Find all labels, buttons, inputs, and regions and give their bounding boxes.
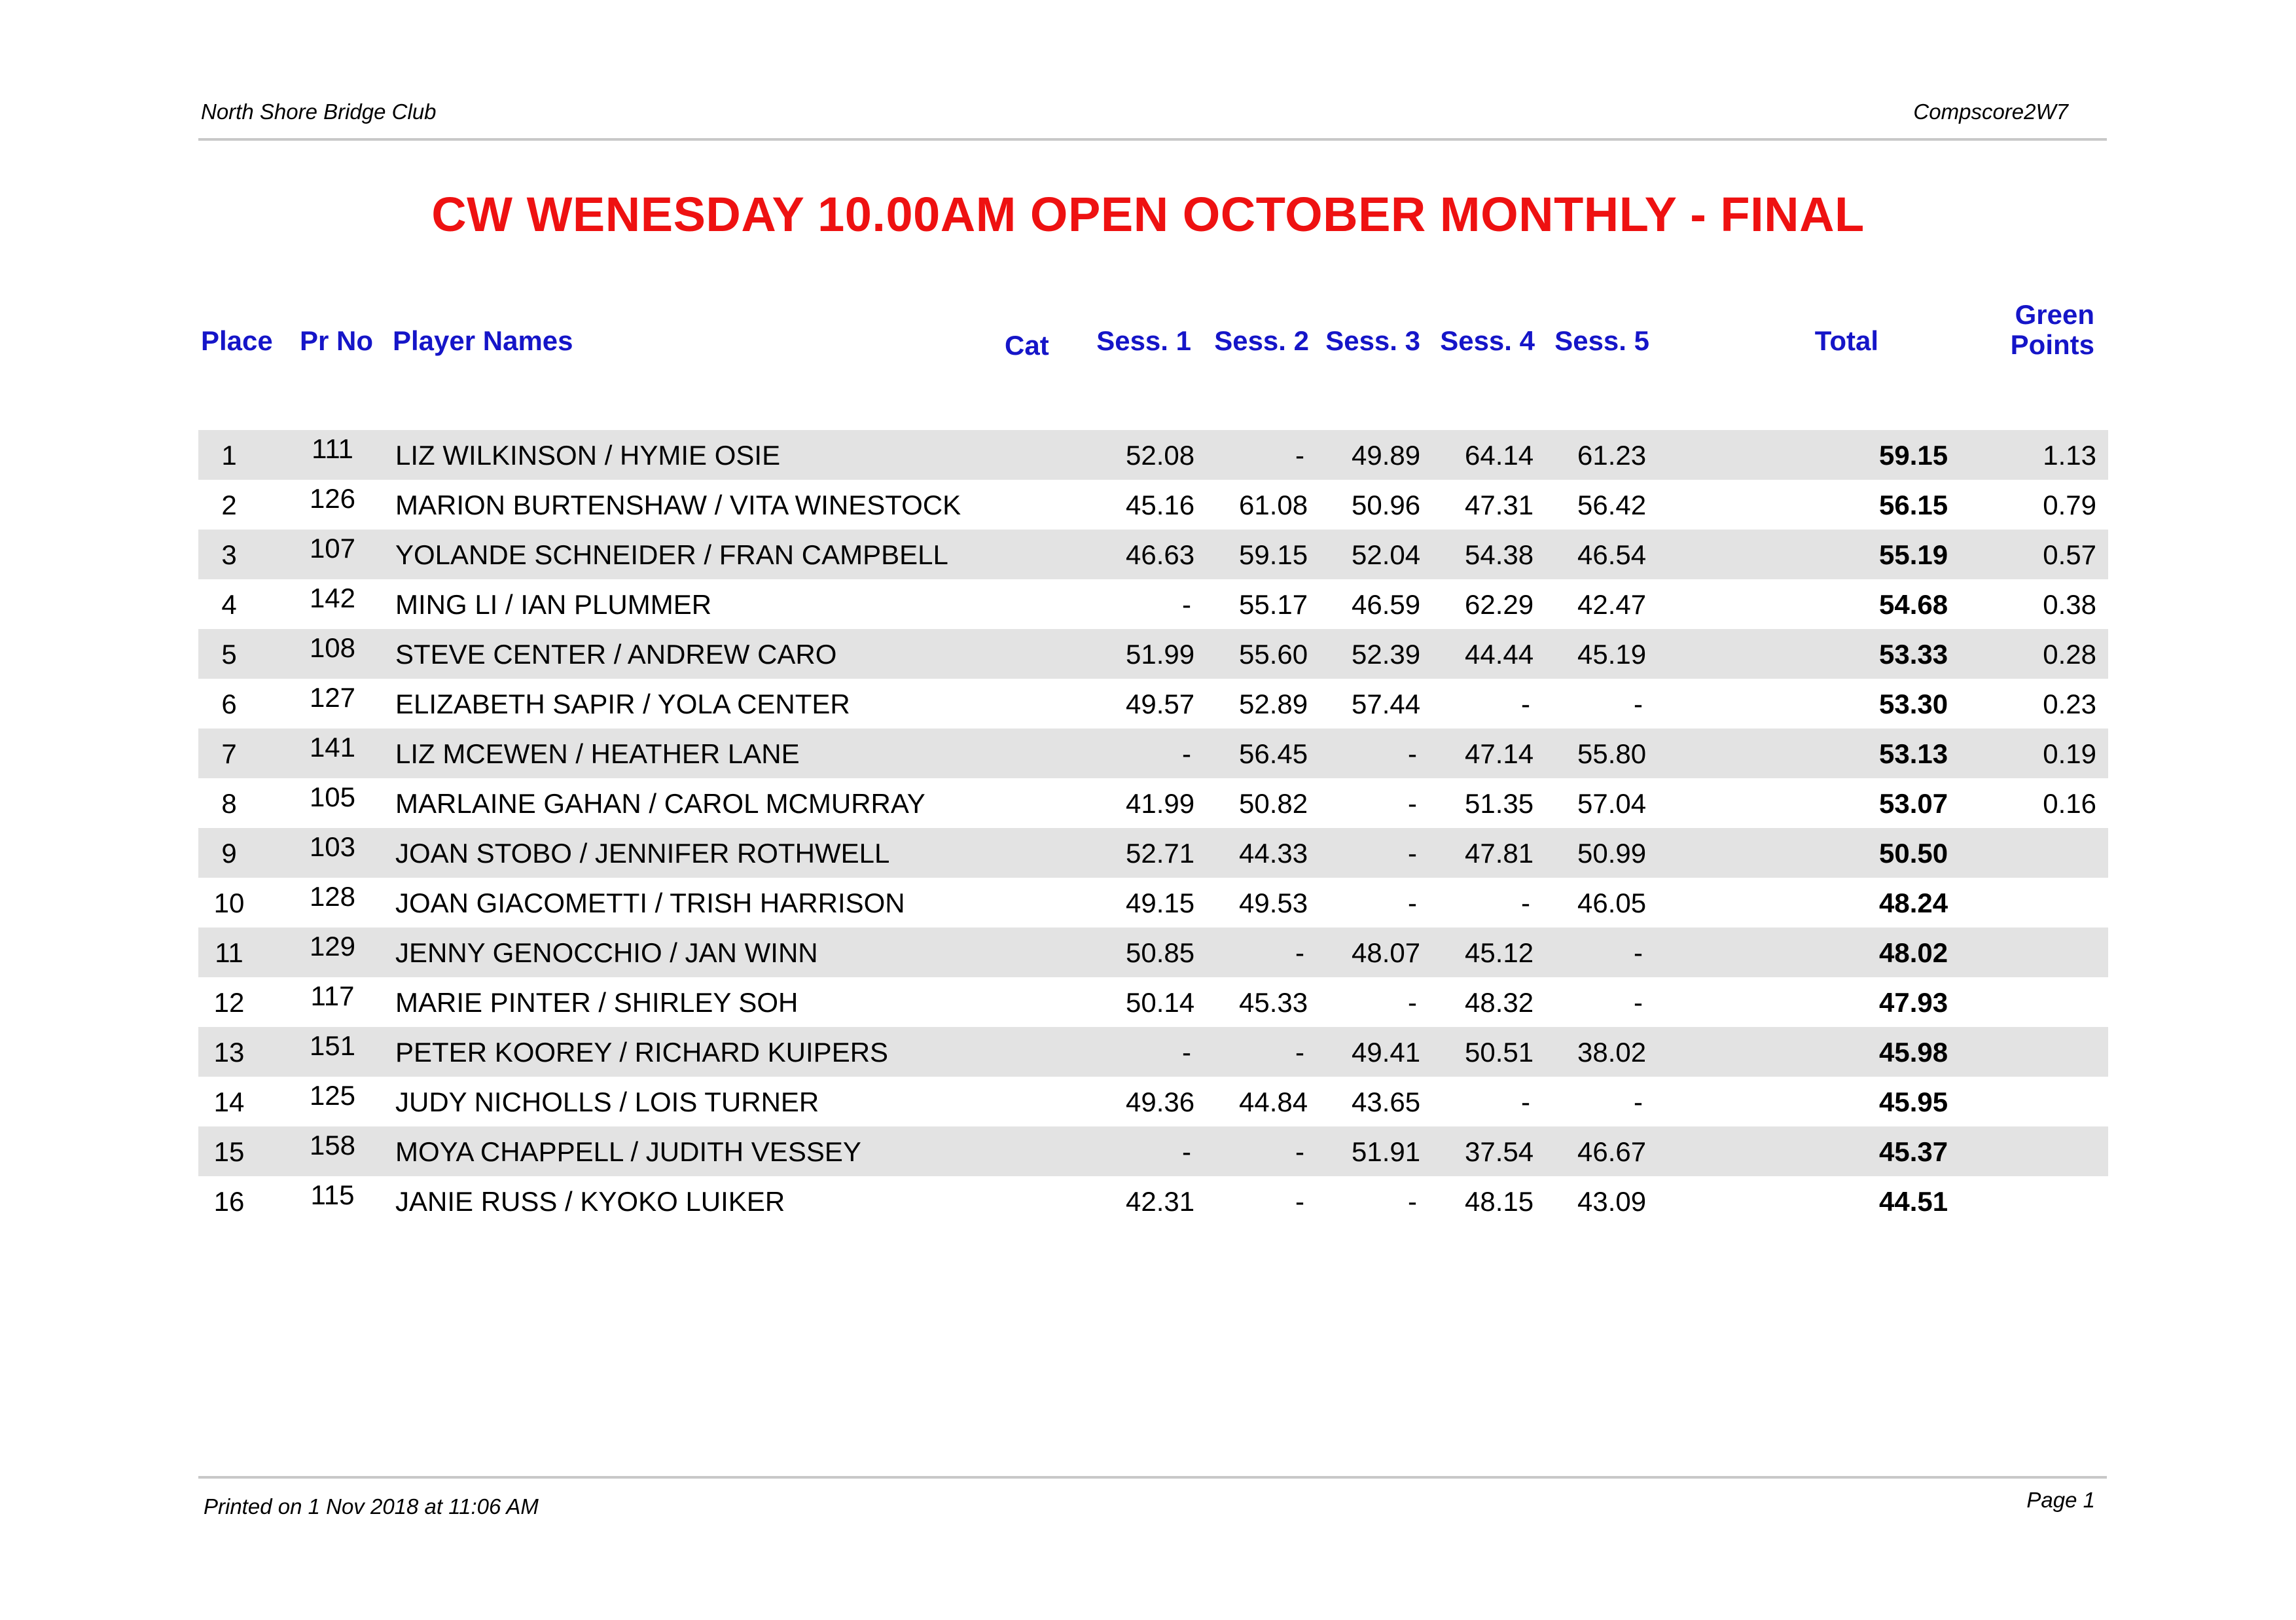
cell-sess1: 52.71	[1126, 838, 1195, 869]
cell-sess2: 61.08	[1239, 490, 1308, 520]
cell-sess2: 55.60	[1239, 639, 1308, 670]
cell-place: 2	[221, 490, 237, 520]
cell-sess2: 44.84	[1239, 1087, 1308, 1117]
cell-sess1: 45.16	[1126, 490, 1195, 520]
cell-green-points: 0.28	[2043, 639, 2096, 670]
cell-sess5: 42.47	[1577, 589, 1647, 620]
cell-player-names: LIZ WILKINSON / HYMIE OSIE	[395, 440, 781, 471]
cell-prno: 105	[309, 782, 356, 812]
cell-sess5: 45.19	[1577, 639, 1647, 670]
col-header-green-line1: Green	[2015, 299, 2094, 330]
cell-sess3: 57.44	[1352, 689, 1421, 719]
cell-sess2: -	[1295, 1136, 1304, 1167]
cell-sess1: 49.57	[1126, 689, 1195, 719]
cell-place: 10	[213, 888, 245, 918]
cell-prno: 115	[310, 1179, 355, 1210]
table-row	[198, 1027, 2108, 1077]
col-header-place: Place	[201, 325, 273, 356]
table-row	[198, 629, 2108, 679]
cell-player-names: JANIE RUSS / KYOKO LUIKER	[395, 1186, 785, 1217]
cell-total: 45.37	[1879, 1136, 1948, 1167]
cell-prno: 107	[309, 533, 356, 564]
cell-sess3: -	[1408, 788, 1417, 819]
cell-green-points: 0.23	[2043, 689, 2096, 719]
table-row	[198, 1077, 2108, 1126]
cell-prno: 129	[309, 931, 356, 962]
cell-sess5: 57.04	[1577, 788, 1647, 819]
cell-sess2: 44.33	[1239, 838, 1308, 869]
page-title: CW WENESDAY 10.00AM OPEN OCTOBER MONTHLY - FINAL	[431, 187, 1865, 242]
cell-green-points: 0.38	[2043, 589, 2096, 620]
cell-prno: 141	[309, 732, 356, 763]
cell-sess4: 45.12	[1465, 937, 1534, 968]
cell-total: 47.93	[1879, 987, 1948, 1018]
cell-sess5: -	[1634, 1087, 1643, 1117]
cell-sess3: 43.65	[1352, 1087, 1421, 1117]
results-table	[198, 430, 2108, 1226]
cell-sess5: -	[1634, 689, 1643, 719]
col-header-total: Total	[1814, 325, 1878, 356]
cell-total: 48.24	[1879, 888, 1948, 918]
cell-sess3: 50.96	[1352, 490, 1421, 520]
table-row	[198, 430, 2108, 480]
cell-sess2: -	[1295, 1037, 1304, 1068]
cell-total: 55.19	[1879, 539, 1948, 570]
cell-total: 48.02	[1879, 937, 1948, 968]
cell-sess4: -	[1521, 689, 1530, 719]
cell-total: 45.98	[1879, 1037, 1948, 1068]
table-row	[198, 927, 2108, 977]
cell-sess3: 49.41	[1352, 1037, 1421, 1068]
cell-green-points: 1.13	[2043, 440, 2096, 471]
cell-sess4: 62.29	[1465, 589, 1534, 620]
cell-sess4: -	[1521, 1087, 1530, 1117]
table-row	[198, 729, 2108, 778]
cell-prno: 158	[309, 1130, 356, 1161]
cell-prno: 151	[309, 1030, 356, 1061]
cell-sess2: 52.89	[1239, 689, 1308, 719]
cell-player-names: JOAN STOBO / JENNIFER ROTHWELL	[395, 838, 890, 869]
cell-sess2: 50.82	[1239, 788, 1308, 819]
cell-sess1: 52.08	[1126, 440, 1195, 471]
col-header-sess3: Sess. 3	[1325, 325, 1420, 356]
col-header-green-points	[1964, 300, 2094, 360]
cell-sess4: 47.14	[1465, 738, 1534, 769]
cell-sess5: 46.67	[1577, 1136, 1647, 1167]
report-code: Compscore2W7	[1913, 99, 2068, 124]
cell-sess4: 37.54	[1465, 1136, 1534, 1167]
cell-sess2: -	[1295, 1186, 1304, 1217]
cell-place: 1	[221, 440, 237, 471]
cell-total: 44.51	[1879, 1186, 1948, 1217]
table-row	[198, 977, 2108, 1027]
cell-prno: 125	[309, 1080, 356, 1111]
cell-sess1: 46.63	[1126, 539, 1195, 570]
cell-player-names: JOAN GIACOMETTI / TRISH HARRISON	[395, 888, 905, 918]
cell-sess5: 38.02	[1577, 1037, 1647, 1068]
cell-sess5: -	[1634, 937, 1643, 968]
table-row	[198, 1176, 2108, 1226]
cell-prno: 126	[309, 483, 356, 514]
cell-sess3: -	[1408, 987, 1417, 1018]
cell-total: 53.07	[1879, 788, 1948, 819]
table-row	[198, 778, 2108, 828]
cell-sess1: 42.31	[1126, 1186, 1195, 1217]
cell-total: 56.15	[1879, 490, 1948, 520]
col-header-sess1: Sess. 1	[1096, 325, 1191, 356]
cell-sess3: -	[1408, 738, 1417, 769]
cell-sess2: 59.15	[1239, 539, 1308, 570]
cell-total: 45.95	[1879, 1087, 1948, 1117]
club-name: North Shore Bridge Club	[201, 99, 437, 124]
cell-place: 7	[221, 738, 237, 769]
cell-prno: 142	[309, 583, 356, 613]
cell-prno: 127	[309, 682, 356, 713]
cell-total: 50.50	[1879, 838, 1948, 869]
col-header-green-line2: Points	[2010, 329, 2094, 360]
table-row	[198, 1126, 2108, 1176]
cell-sess1: 50.85	[1126, 937, 1195, 968]
cell-sess2: 56.45	[1239, 738, 1308, 769]
footer-divider	[198, 1476, 2107, 1479]
cell-sess5: 61.23	[1577, 440, 1647, 471]
cell-player-names: YOLANDE SCHNEIDER / FRAN CAMPBELL	[395, 539, 948, 570]
cell-sess1: -	[1182, 738, 1191, 769]
cell-sess5: 46.54	[1577, 539, 1647, 570]
cell-sess4: 64.14	[1465, 440, 1534, 471]
cell-sess2: -	[1295, 937, 1304, 968]
cell-prno: 128	[309, 881, 356, 912]
cell-sess5: 46.05	[1577, 888, 1647, 918]
col-header-prno: Pr No	[300, 325, 374, 356]
cell-sess1: 49.15	[1126, 888, 1195, 918]
cell-player-names: LIZ MCEWEN / HEATHER LANE	[395, 738, 800, 769]
cell-sess3: 52.04	[1352, 539, 1421, 570]
table-row	[198, 579, 2108, 629]
cell-sess4: 54.38	[1465, 539, 1534, 570]
cell-sess5: 56.42	[1577, 490, 1647, 520]
cell-sess3: 52.39	[1352, 639, 1421, 670]
cell-sess3: -	[1408, 888, 1417, 918]
cell-total: 54.68	[1879, 589, 1948, 620]
cell-place: 4	[221, 589, 237, 620]
table-row	[198, 530, 2108, 579]
cell-sess4: 48.32	[1465, 987, 1534, 1018]
col-header-sess2: Sess. 2	[1214, 325, 1309, 356]
cell-place: 3	[221, 539, 237, 570]
cell-sess1: 41.99	[1126, 788, 1195, 819]
cell-sess3: 46.59	[1352, 589, 1421, 620]
cell-sess4: 48.15	[1465, 1186, 1534, 1217]
cell-player-names: MARLAINE GAHAN / CAROL MCMURRAY	[395, 788, 925, 819]
cell-green-points: 0.57	[2043, 539, 2096, 570]
cell-sess1: -	[1182, 1136, 1191, 1167]
cell-sess2: -	[1295, 440, 1304, 471]
cell-green-points: 0.16	[2043, 788, 2096, 819]
table-row	[198, 480, 2108, 530]
table-row	[198, 828, 2108, 878]
cell-place: 6	[221, 689, 237, 719]
cell-place: 16	[213, 1186, 245, 1217]
cell-sess3: 51.91	[1352, 1136, 1421, 1167]
cell-sess5: 50.99	[1577, 838, 1647, 869]
cell-sess1: -	[1182, 1037, 1191, 1068]
col-header-sess4: Sess. 4	[1440, 325, 1535, 356]
cell-sess5: -	[1634, 987, 1643, 1018]
cell-sess4: -	[1521, 888, 1530, 918]
cell-sess2: 49.53	[1239, 888, 1308, 918]
table-row	[198, 878, 2108, 927]
header-divider	[198, 138, 2107, 141]
cell-sess1: 49.36	[1126, 1087, 1195, 1117]
cell-sess1: -	[1182, 589, 1191, 620]
cell-sess4: 50.51	[1465, 1037, 1534, 1068]
cell-player-names: MARIE PINTER / SHIRLEY SOH	[395, 987, 798, 1018]
cell-place: 9	[221, 838, 237, 869]
cell-prno: 117	[310, 981, 355, 1011]
cell-prno: 108	[309, 632, 356, 663]
col-header-player-names: Player Names	[393, 325, 573, 356]
cell-prno: 103	[309, 831, 356, 862]
cell-player-names: MOYA CHAPPELL / JUDITH VESSEY	[395, 1136, 861, 1167]
cell-place: 13	[213, 1037, 245, 1068]
cell-sess4: 47.31	[1465, 490, 1534, 520]
cell-player-names: JUDY NICHOLLS / LOIS TURNER	[395, 1087, 819, 1117]
cell-place: 11	[215, 937, 243, 968]
cell-total: 53.13	[1879, 738, 1948, 769]
printed-date: Printed on 1 Nov 2018 at 11:06 AM	[204, 1494, 539, 1519]
cell-sess4: 47.81	[1465, 838, 1534, 869]
cell-sess1: 51.99	[1126, 639, 1195, 670]
page-number: Page 1	[2026, 1488, 2095, 1512]
cell-player-names: JENNY GENOCCHIO / JAN WINN	[395, 937, 818, 968]
cell-player-names: ELIZABETH SAPIR / YOLA CENTER	[395, 689, 850, 719]
cell-sess3: -	[1408, 838, 1417, 869]
col-header-sess5: Sess. 5	[1554, 325, 1649, 356]
cell-sess5: 43.09	[1577, 1186, 1647, 1217]
cell-player-names: STEVE CENTER / ANDREW CARO	[395, 639, 837, 670]
table-row	[198, 679, 2108, 729]
cell-place: 5	[221, 639, 237, 670]
cell-prno: 111	[312, 433, 353, 464]
cell-player-names: MARION BURTENSHAW / VITA WINESTOCK	[395, 490, 961, 520]
cell-place: 8	[221, 788, 237, 819]
cell-total: 53.30	[1879, 689, 1948, 719]
cell-place: 12	[213, 987, 245, 1018]
cell-player-names: MING LI / IAN PLUMMER	[395, 589, 712, 620]
cell-sess2: 55.17	[1239, 589, 1308, 620]
cell-sess4: 51.35	[1465, 788, 1534, 819]
cell-total: 53.33	[1879, 639, 1948, 670]
cell-green-points: 0.79	[2043, 490, 2096, 520]
cell-sess5: 55.80	[1577, 738, 1647, 769]
col-header-cat: Cat	[1005, 330, 1049, 361]
cell-player-names: PETER KOOREY / RICHARD KUIPERS	[395, 1037, 889, 1068]
cell-sess3: -	[1408, 1186, 1417, 1217]
cell-place: 14	[213, 1087, 245, 1117]
cell-place: 15	[213, 1136, 245, 1167]
cell-total: 59.15	[1879, 440, 1948, 471]
cell-sess1: 50.14	[1126, 987, 1195, 1018]
cell-sess3: 49.89	[1352, 440, 1421, 471]
cell-sess4: 44.44	[1465, 639, 1534, 670]
cell-sess3: 48.07	[1352, 937, 1421, 968]
cell-green-points: 0.19	[2043, 738, 2096, 769]
cell-sess2: 45.33	[1239, 987, 1308, 1018]
